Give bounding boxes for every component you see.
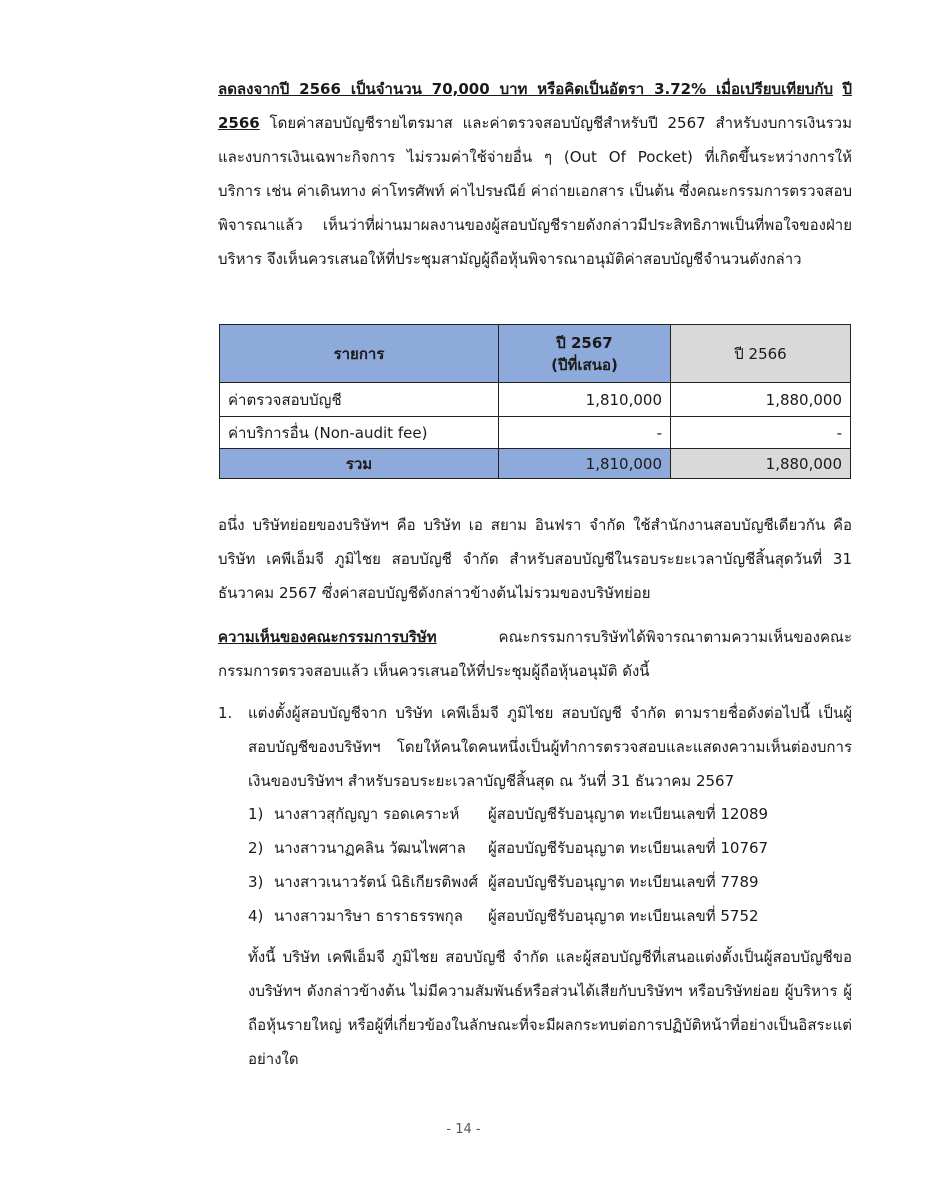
row-item: ค่าตรวจสอบบัญชี	[220, 383, 499, 417]
audit-fee-table	[219, 324, 851, 479]
list-item-text: แต่งตั้งผู้สอบบัญชีจาก บริษัท เคพีเอ็มจี ภูมิไชย สอบบัญชี จำกัด ตามรายชื่อดังต่อไปนี้ เป็นผู้สอบบัญชีของบริษัทฯ โดยให้คนใดคนหนึ่งเป็นผู้ทำการตรวจสอบและแสดงความเห็นต่องบการเงินของบริษัทฯ สำหรับรอบระยะเวลาบัญชีสิ้นสุด ณ วันที่ 31 ธันวาคม 2567	[248, 704, 852, 790]
table-row	[220, 417, 851, 449]
auditor-name: นางสาวสุกัญญา รอดเคราะห์	[274, 805, 460, 823]
auditor-license: ผู้สอบบัญชีรับอนุญาต ทะเบียนเลขที่ 5752	[488, 907, 759, 925]
fee-year-reference: ปี 2566	[218, 80, 852, 132]
header-2567-proposed: (ปีที่เสนอ)	[551, 355, 618, 374]
row-item: ค่าบริการอื่น (Non-audit fee)	[220, 417, 499, 449]
auditor-license: ผู้สอบบัญชีรับอนุญาต ทะเบียนเลขที่ 7789	[488, 873, 759, 891]
subsidiary-paragraph: อนึ่ง บริษัทย่อยของบริษัทฯ คือ บริษัท เอ สยาม อินฟรา จำกัด ใช้สำนักงานสอบบัญชีเดียวกัน คือ บริษัท เคพีเอ็มจี ภูมิไชย สอบบัญชี จำกัด สำหรับสอบบัญชีในรอบระยะเวลาบัญชีสิ้นสุดวันที่ 31 ธันวาคม 2567 ซึ่งค่าสอบบัญชีดังกล่าวข้างต้นไม่รวมของบริษัทย่อย	[218, 516, 852, 602]
row-2567: 1,810,000	[499, 383, 671, 417]
auditor-number: 3)	[248, 873, 264, 891]
auditor-row	[248, 834, 848, 868]
total-2567: 1,810,000	[499, 449, 671, 479]
auditor-row	[248, 868, 848, 902]
auditor-row	[248, 902, 848, 936]
board-opinion-heading: ความเห็นของคณะกรรมการบริษัท	[218, 628, 437, 646]
fee-paragraph	[218, 72, 852, 276]
auditor-number: 1)	[248, 805, 264, 823]
page-number: - 14 -	[446, 1122, 481, 1137]
row-2567: -	[499, 417, 671, 449]
row-2566: 1,880,000	[671, 383, 851, 417]
header-2567	[499, 325, 671, 383]
total-label: รวม	[220, 449, 499, 479]
total-2566: 1,880,000	[671, 449, 851, 479]
auditor-license: ผู้สอบบัญชีรับอนุญาต ทะเบียนเลขที่ 12089	[488, 805, 769, 823]
auditor-name: นางสาวเนาวรัตน์ นิธิเกียรติพงศ์	[274, 873, 478, 891]
table-row	[220, 383, 851, 417]
fee-decrease-statement: ลดลงจากปี 2566 เป็นจำนวน 70,000 บาท หรือคิดเป็นอัตรา 3.72% เมื่อเปรียบเทียบกับ	[218, 80, 833, 98]
fee-paragraph-body: โดยค่าสอบบัญชีรายไตรมาส และค่าตรวจสอบบัญชีสำหรับปี 2567 สำหรับงบการเงินรวมและงบการเงินเฉพาะกิจการ ไม่รวมค่าใช้จ่ายอื่น ๆ (Out Of Pocket) ที่เกิดขึ้นระหว่างการให้บริการ เช่น ค่าเดินทาง ค่าโทรศัพท์ ค่าไปรษณีย์ ค่าถ่ายเอกสาร เป็นต้น ซึ่งคณะกรรมการตรวจสอบพิจารณาแล้ว เห็นว่าที่ผ่านมาผลงานของผู้สอบบัญชีรายดังกล่าวมีประสิทธิภาพเป็นที่พอใจของฝ่ายบริหาร จึงเห็นควรเสนอให้ที่ประชุมสามัญผู้ถือหุ้นพิจารณาอนุมัติค่าสอบบัญชีจำนวนดังกล่าว	[218, 114, 852, 268]
list-item	[218, 696, 852, 798]
auditor-name: นางสาวนาฏคลิน วัฒนไพศาล	[274, 839, 466, 857]
row-2566: -	[671, 417, 851, 449]
auditor-number: 2)	[248, 839, 264, 857]
header-2567-year: ปี 2567	[556, 333, 613, 352]
board-opinion-body: คณะกรรมการบริษัทได้พิจารณาตามความเห็นของคณะกรรมการตรวจสอบแล้ว เห็นควรเสนอให้ที่ประชุมผู้ถือหุ้นอนุมัติ ดังนี้	[218, 628, 852, 680]
auditor-list	[248, 800, 848, 936]
header-item: รายการ	[220, 325, 499, 383]
list-number: 1.	[218, 704, 233, 722]
table-header-row	[220, 325, 851, 383]
table-total-row	[220, 449, 851, 479]
auditor-name: นางสาวมาริษา ธาราธรรพกุล	[274, 907, 463, 925]
independence-paragraph: ทั้งนี้ บริษัท เคพีเอ็มจี ภูมิไชย สอบบัญชี จำกัด และผู้สอบบัญชีที่เสนอแต่งตั้งเป็นผู้สอบบัญชีของบริษัทฯ ดังกล่าวข้างต้น ไม่มีความสัมพันธ์หรือส่วนได้เสียกับบริษัทฯ หรือบริษัทย่อย ผู้บริหาร ผู้ถือหุ้นรายใหญ่ หรือผู้ที่เกี่ยวข้องในลักษณะที่จะมีผลกระทบต่อการปฏิบัติหน้าที่อย่างเป็นอิสระแต่อย่างใด	[248, 948, 852, 1068]
auditor-row	[248, 800, 848, 834]
auditor-number: 4)	[248, 907, 264, 925]
header-2566: ปี 2566	[671, 325, 851, 383]
auditor-license: ผู้สอบบัญชีรับอนุญาต ทะเบียนเลขที่ 10767	[488, 839, 769, 857]
board-opinion-paragraph	[218, 620, 852, 688]
